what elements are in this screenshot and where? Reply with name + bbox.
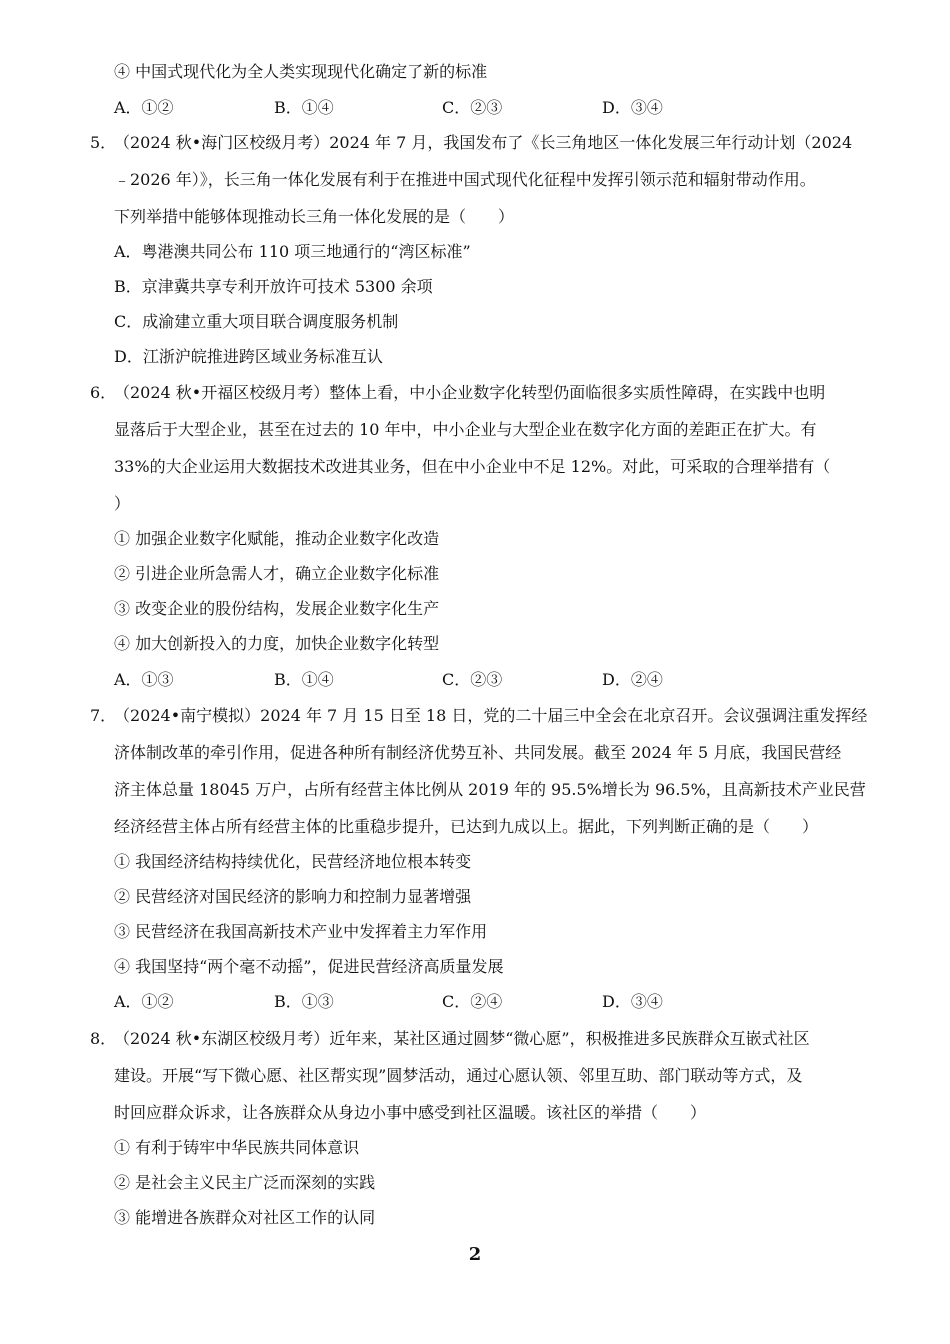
q6-statement-2: ② 引进企业所急需人才，确立企业数字化标准 [114, 564, 440, 583]
q6-options [114, 670, 874, 690]
q8-stem-line-3: 时回应群众诉求，让各族群众从身边小事中感受到社区温暖。该社区的举措（ ） [114, 1103, 707, 1122]
q7-option-a: A．①② [114, 992, 174, 1011]
q7-number: 7． [90, 706, 117, 725]
q6-option-d: D．②④ [602, 670, 663, 689]
q8-statement-1: ① 有利于铸牢中华民族共同体意识 [114, 1138, 360, 1157]
q5-option-a: A．粤港澳共同公布 110 项三地通行的“湾区标准” [114, 242, 471, 261]
q7-option-b: B．①③ [274, 992, 334, 1011]
q4-option-a: A．①② [114, 98, 174, 117]
q4-options [114, 98, 874, 118]
q6-option-b: B．①④ [274, 670, 334, 689]
q7-stem-line-2: 济体制改革的牵引作用，促进各种所有制经济优势互补、共同发展。截至 2024 年 5 月底，我国民营经 [114, 743, 842, 762]
q5-number: 5． [90, 133, 117, 152]
q6-statement-4: ④ 加大创新投入的力度，加快企业数字化转型 [114, 634, 440, 653]
q7-statement-3: ③ 民营经济在我国高新技术产业中发挥着主力军作用 [114, 922, 488, 941]
q6-stem-line-2: 显落后于大型企业，甚至在过去的 10 年中，中小企业与大型企业在数字化方面的差距正在扩大。有 [114, 420, 817, 439]
q4-statement-4: ④ 中国式现代化为全人类实现现代化确定了新的标准 [114, 62, 488, 81]
q6-stem-line-1: 6．（2024 秋•开福区校级月考）整体上看，中小企业数字化转型仍面临很多实质性障碍，在实践中也明 [90, 383, 826, 402]
q7-option-c: C．②④ [442, 992, 503, 1011]
q5-stem-line-1: 5．（2024 秋•海门区校级月考）2024 年 7 月，我国发布了《长三角地区一体化发展三年行动计划（2024 [90, 133, 853, 152]
q5-option-c: C．成渝建立重大项目联合调度服务机制 [114, 312, 399, 331]
q5-option-b: B．京津冀共享专利开放许可技术 5300 余项 [114, 277, 433, 296]
q6-option-a: A．①③ [114, 670, 174, 689]
q4-option-b: B．①④ [274, 98, 334, 117]
q6-stem-line-4: ） [114, 494, 131, 513]
q7-statement-4: ④ 我国坚持“两个毫不动摇”，促进民营经济高质量发展 [114, 957, 504, 976]
q5-stem-line-3: 下列举措中能够体现推动长三角一体化发展的是（ ） [114, 207, 515, 226]
q7-statement-2: ② 民营经济对国民经济的影响力和控制力显著增强 [114, 887, 472, 906]
q8-stem-line-2: 建设。开展“写下微心愿、社区帮实现”圆梦活动，通过心愿认领、邻里互助、部门联动等方式，及 [114, 1066, 803, 1085]
q5-stem-line-2: ﹣2026 年）》，长三角一体化发展有利于在推进中国式现代化征程中发挥引领示范和辐射带动作用。 [114, 170, 816, 189]
q6-statement-3: ③ 改变企业的股份结构，发展企业数字化生产 [114, 599, 440, 618]
q6-option-c: C．②③ [442, 670, 503, 689]
q6-statement-1: ① 加强企业数字化赋能，推动企业数字化改造 [114, 529, 440, 548]
q6-stem-line-3: 33%的大企业运用大数据技术改进其业务，但在中小企业中不足 12%。对此，可采取的合理举措有（ [114, 457, 831, 476]
q5-option-d: D．江浙沪皖推进跨区域业务标准互认 [114, 347, 383, 366]
q7-statement-1: ① 我国经济结构持续优化，民营经济地位根本转变 [114, 852, 472, 871]
q8-number: 8． [90, 1029, 117, 1048]
q4-option-d: D．③④ [602, 98, 663, 117]
q8-statement-3: ③ 能增进各族群众对社区工作的认同 [114, 1208, 376, 1227]
q4-option-c: C．②③ [442, 98, 503, 117]
q7-options [114, 992, 874, 1012]
q7-stem-line-1: 7．（2024•南宁模拟）2024 年 7 月 15 日至 18 日，党的二十届三中全会在北京召开。会议强调注重发挥经 [90, 706, 868, 725]
q6-number: 6． [90, 383, 117, 402]
page-number: 2 [468, 1244, 482, 1265]
q7-stem-line-4: 经济经营主体占所有经营主体的比重稳步提升，已达到九成以上。据此，下列判断正确的是（ ） [114, 817, 819, 836]
q8-statement-2: ② 是社会主义民主广泛而深刻的实践 [114, 1173, 376, 1192]
q8-stem-line-1: 8．（2024 秋•东湖区校级月考）近年来，某社区通过圆梦“微心愿”，积极推进多民族群众互嵌式社区 [90, 1029, 810, 1048]
q7-option-d: D．③④ [602, 992, 663, 1011]
q7-stem-line-3: 济主体总量 18045 万户，占所有经营主体比例从 2019 年的 95.5%增长为 96.5%，且高新技术产业民营 [114, 780, 866, 799]
